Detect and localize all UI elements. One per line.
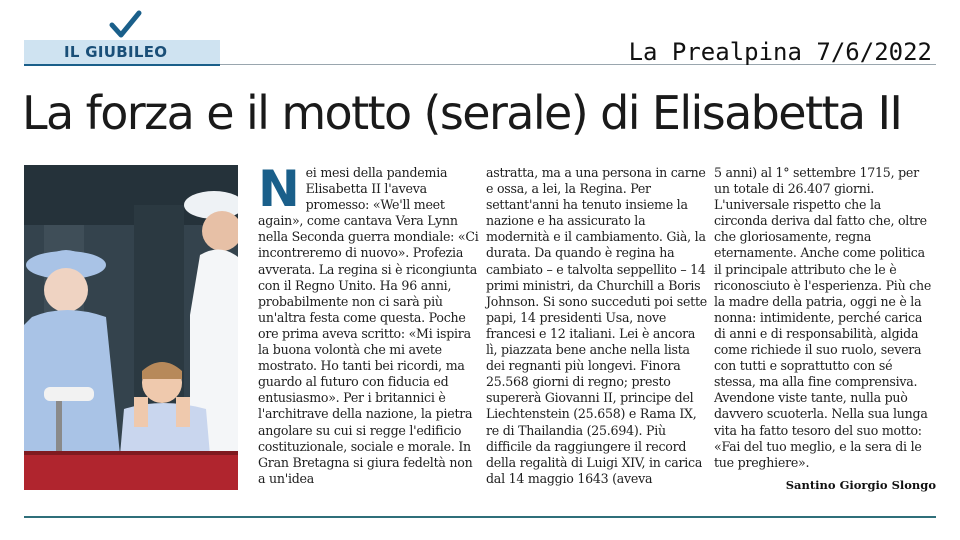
column-1-text: ei mesi della pandemia Elisabetta II l'aveva promesso: «We'll meet again», come cantava Vera Lynn nella Seconda guerra mondiale: «Ci incontreremo di nuovo». Profezia avverata. La regina si è ricongiunta con il Regno Unito. Ha 96 anni, probabilmente non ci sarà più un'altra festa come questa. Poche ore prima aveva scritto: «Mi ispira la buona volontà che mi avete mostrato. Ho tanti bei ricordi, ma guardo al futuro con fiducia ed entusiasmo». Per i britannici è l'architrave della nazione, la pietra angolare su cui si regge l'edificio costituzionale, sociale e morale. In Gran Bretagna si giura fedeltà non a un'idea bbox=[258, 165, 479, 486]
bottom-divider bbox=[24, 516, 936, 518]
newspaper-source: La Prealpina 7/6/2022 bbox=[628, 38, 932, 66]
column-3-text: 5 anni) al 1° settembre 1715, per un totale di 26.407 giorni. L'universale rispetto che la circonda deriva dal fatto che, oltre che gloriosamente, regna eternamente. Anche come politica il principale attributo che le è riconosciuto è l'esperienza. Più che la madre della patria, oggi ne è la nonna: intimidente, perché carica di anni e di responsabilità, algida come richiede il suo ruolo, severa con tutti e soprattutto con sé stessa, ma alla fine comprensiva. Avendone viste tante, nulla può davvero scuoterla. Nella sua lunga vita ha fatto tesoro del suo motto: «Fai del tuo meglio, e la sera di le tue preghiere». bbox=[714, 165, 932, 470]
section-banner bbox=[24, 40, 220, 66]
article-headline: La forza e il motto (serale) di Elisabetta II bbox=[22, 86, 902, 140]
checkmark-icon bbox=[108, 10, 142, 40]
article-column-1 bbox=[258, 160, 480, 487]
drop-cap: N bbox=[258, 160, 300, 218]
column-2-text: astratta, ma a una persona in carne e ossa, a lei, la Regina. Per settant'anni ha tenuto insieme la nazione e ha assicurato la modernità e il cambiamento. Già, la durata. Da quando è regina ha cambiato – e talvolta seppellito – 14 primi ministri, da Churchill a Boris Johnson. Si sono succeduti poi sette papi, 14 presidenti Usa, nove francesi e 12 italiani. Lei è ancora lì, piazzata bene anche nella lista dei regnanti più longevi. Finora 25.568 giorni di regno; presto supererà Giovanni II, principe del Liechtenstein (25.658) e Rama IX, re di Thailandia (25.694). Più difficile da raggiungere il record della regalità di Luigi XIV, in carica dal 14 maggio 1643 (aveva bbox=[486, 165, 707, 486]
section-label: IL GIUBILEO bbox=[64, 43, 168, 61]
article-column-3 bbox=[714, 165, 936, 471]
byline: Santino Giorgio Slongo bbox=[785, 478, 936, 492]
article-column-2 bbox=[486, 165, 708, 487]
article-photo bbox=[24, 165, 238, 490]
